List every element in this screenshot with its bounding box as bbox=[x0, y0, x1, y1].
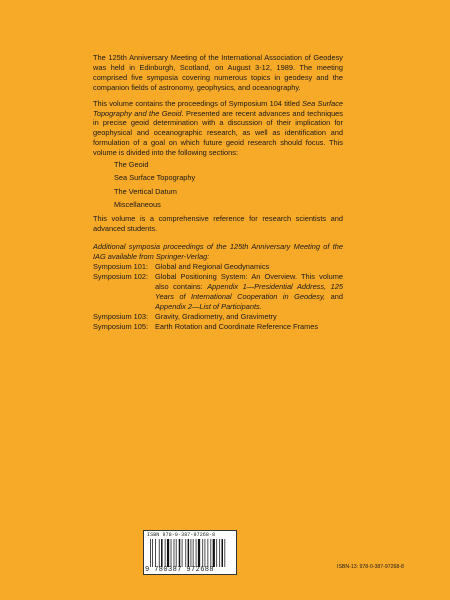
section-item: Miscellaneous bbox=[114, 200, 161, 210]
symposium-title: Global and Regional Geodynamics bbox=[155, 262, 270, 272]
symposium-number: Symposium 103: bbox=[93, 311, 149, 321]
section-item: Sea Surface Topography bbox=[114, 173, 196, 183]
volume-title: Sea Surface Topography and the Geoid bbox=[93, 98, 343, 118]
symposium-row bbox=[93, 262, 343, 272]
symposium-row bbox=[93, 322, 343, 332]
symposium-number: Symposium 105: bbox=[93, 321, 149, 331]
symposium-row bbox=[93, 312, 343, 322]
symposium-title: Gravity, Gradiometry, and Gravimetry bbox=[155, 311, 277, 321]
barcode bbox=[143, 530, 237, 575]
reference-paragraph: This volume is a comprehensive reference for research scientists and advanced students. bbox=[93, 213, 343, 233]
barcode-ean-number: 9 780387 972688 bbox=[145, 566, 215, 574]
barcode-isbn-label: ISBN 978-0-387-97268-8 bbox=[147, 532, 216, 538]
symposium-row bbox=[93, 272, 343, 312]
section-item: The Geoid bbox=[114, 160, 149, 170]
volume-text-pre: This volume contains the proceedings of Symposium 104 titled bbox=[93, 98, 303, 108]
symposium-title-italic: Appendix 2—List of Participants. bbox=[155, 301, 262, 311]
symposium-title: Earth Rotation and Coordinate Reference Frames bbox=[155, 321, 319, 331]
symposium-number: Symposium 101: bbox=[93, 262, 149, 272]
symposium-title bbox=[155, 272, 343, 312]
barcode-bars bbox=[150, 539, 232, 567]
cover-text bbox=[93, 53, 343, 332]
intro-paragraph: The 125th Anniversary Meeting of the International Association of Geodesy was held in Edinburgh, Scotland, on August 3-12, 1989. The meeting comprised five symposia covering numerous topics in geodesy and the companion fields of astronomy, geophysics, and oceanography. bbox=[93, 53, 343, 92]
volume-text-post: . Presented are recent advances and techniques in precise geoid determination with a discussion of their implication for geophysical and oceanographic research, as well as identification and formulation of a goal on which future geoid research should focus. This volume is divided into the following sections: bbox=[93, 108, 343, 158]
additional-symposia-heading: Additional symposia proceedings of the 125th Anniversary Meeting of the IAG available from Springer-Verlag: bbox=[93, 242, 343, 262]
isbn-label: ISBN-13: 978-0-387-97268-8 bbox=[337, 564, 404, 570]
volume-paragraph bbox=[93, 99, 343, 158]
symposium-title-part: and bbox=[325, 291, 344, 301]
section-list bbox=[114, 160, 343, 209]
symposium-number: Symposium 102: bbox=[93, 272, 149, 282]
symposia-list bbox=[93, 262, 343, 331]
section-item: The Vertical Datum bbox=[114, 186, 177, 196]
symposium-title-part: Global Positioning System: An Overview. This volume also contains: bbox=[155, 272, 343, 292]
symposium-title-italic: Appendix 1—Presidential Address, 125 Years of International Cooperation in Geodesy, bbox=[155, 282, 343, 301]
